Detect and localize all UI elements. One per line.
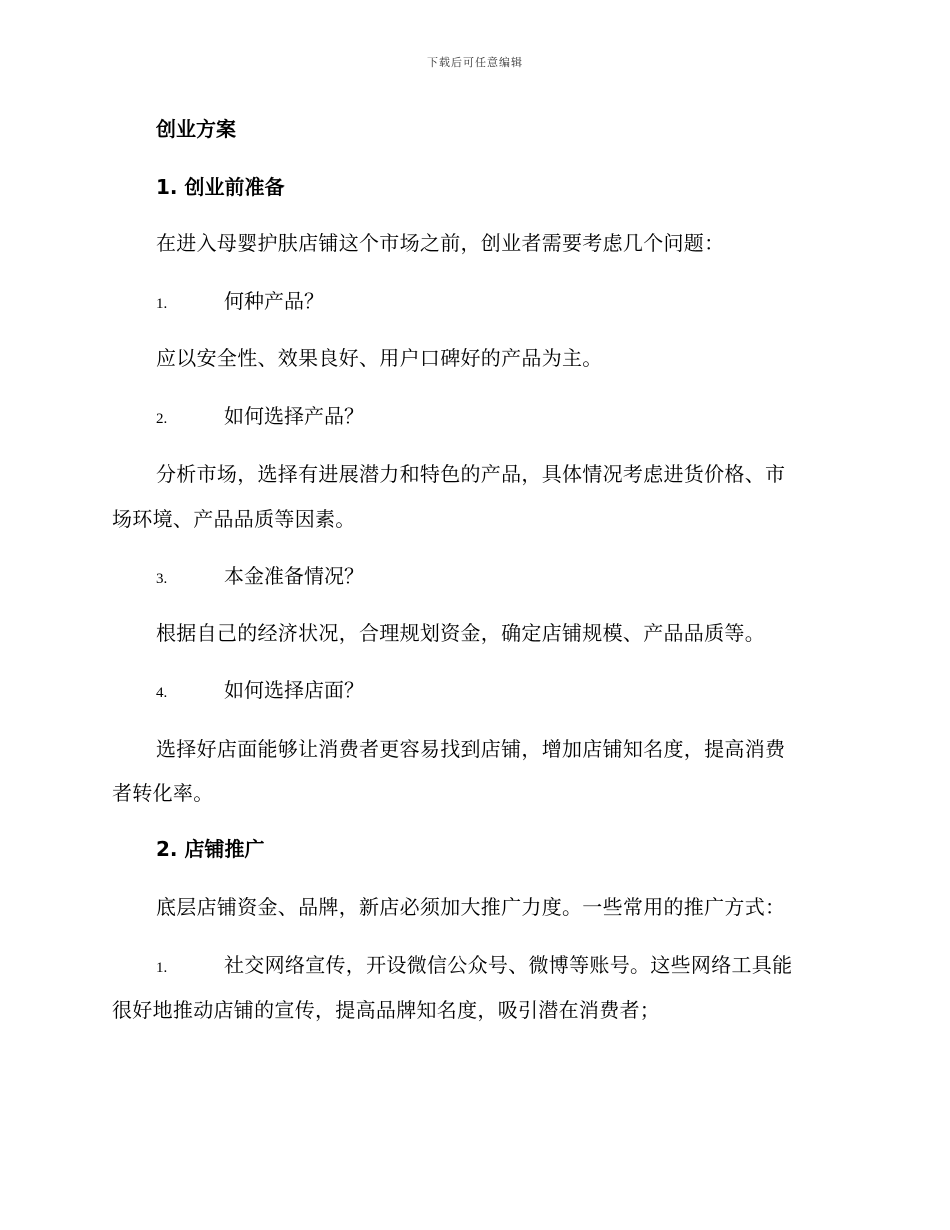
list-item [156, 402, 364, 433]
list-item-text-cont: 很好地推动店铺的宣传，提高品牌知名度，吸引潜在消费者； [112, 998, 661, 1022]
list-item-answer: 根据自己的经济状况，合理规划资金，确定店铺规模、产品品质等。 [156, 621, 765, 645]
list-item-question: 本金准备情况？ [224, 564, 364, 588]
list-item-number: 2. [156, 411, 168, 427]
list-item-answer: 分析市场，选择有进展潜力和特色的产品，具体情况考虑进货价格、市 [156, 462, 786, 486]
list-item-number: 1. [156, 296, 168, 312]
list-item-answer: 应以安全性、效果良好、用户口碑好的产品为主。 [156, 346, 603, 370]
list-item-question: 如何选择店面？ [224, 678, 364, 702]
list-item [156, 951, 792, 982]
list-item-answer-cont: 场环境、产品品质等因素。 [112, 507, 356, 531]
list-item-number: 4. [156, 685, 168, 701]
list-item [156, 562, 364, 593]
list-item-question: 如何选择产品？ [224, 404, 364, 428]
section-intro-2: 底层店铺资金、品牌，新店必须加大推广力度。一些常用的推广方式： [156, 895, 786, 919]
list-item-number: 1. [156, 960, 168, 976]
section-heading-1: 1. 创业前准备 [156, 175, 285, 199]
list-item-question: 何种产品？ [224, 289, 324, 313]
section-heading-2: 2. 店铺推广 [156, 837, 265, 861]
list-item [156, 676, 364, 707]
list-item [156, 287, 324, 318]
document-title: 创业方案 [156, 117, 236, 141]
list-item-answer-cont: 者转化率。 [112, 781, 214, 805]
section-intro-1: 在进入母婴护肤店铺这个市场之前，创业者需要考虑几个问题： [156, 231, 725, 255]
list-item-number: 3. [156, 571, 168, 587]
page-header: 下载后可任意编辑 [427, 56, 523, 69]
list-item-text: 社交网络宣传，开设微信公众号、微博等账号。这些网络工具能 [224, 953, 793, 977]
list-item-answer: 选择好店面能够让消费者更容易找到店铺，增加店铺知名度，提高消费 [156, 737, 786, 761]
